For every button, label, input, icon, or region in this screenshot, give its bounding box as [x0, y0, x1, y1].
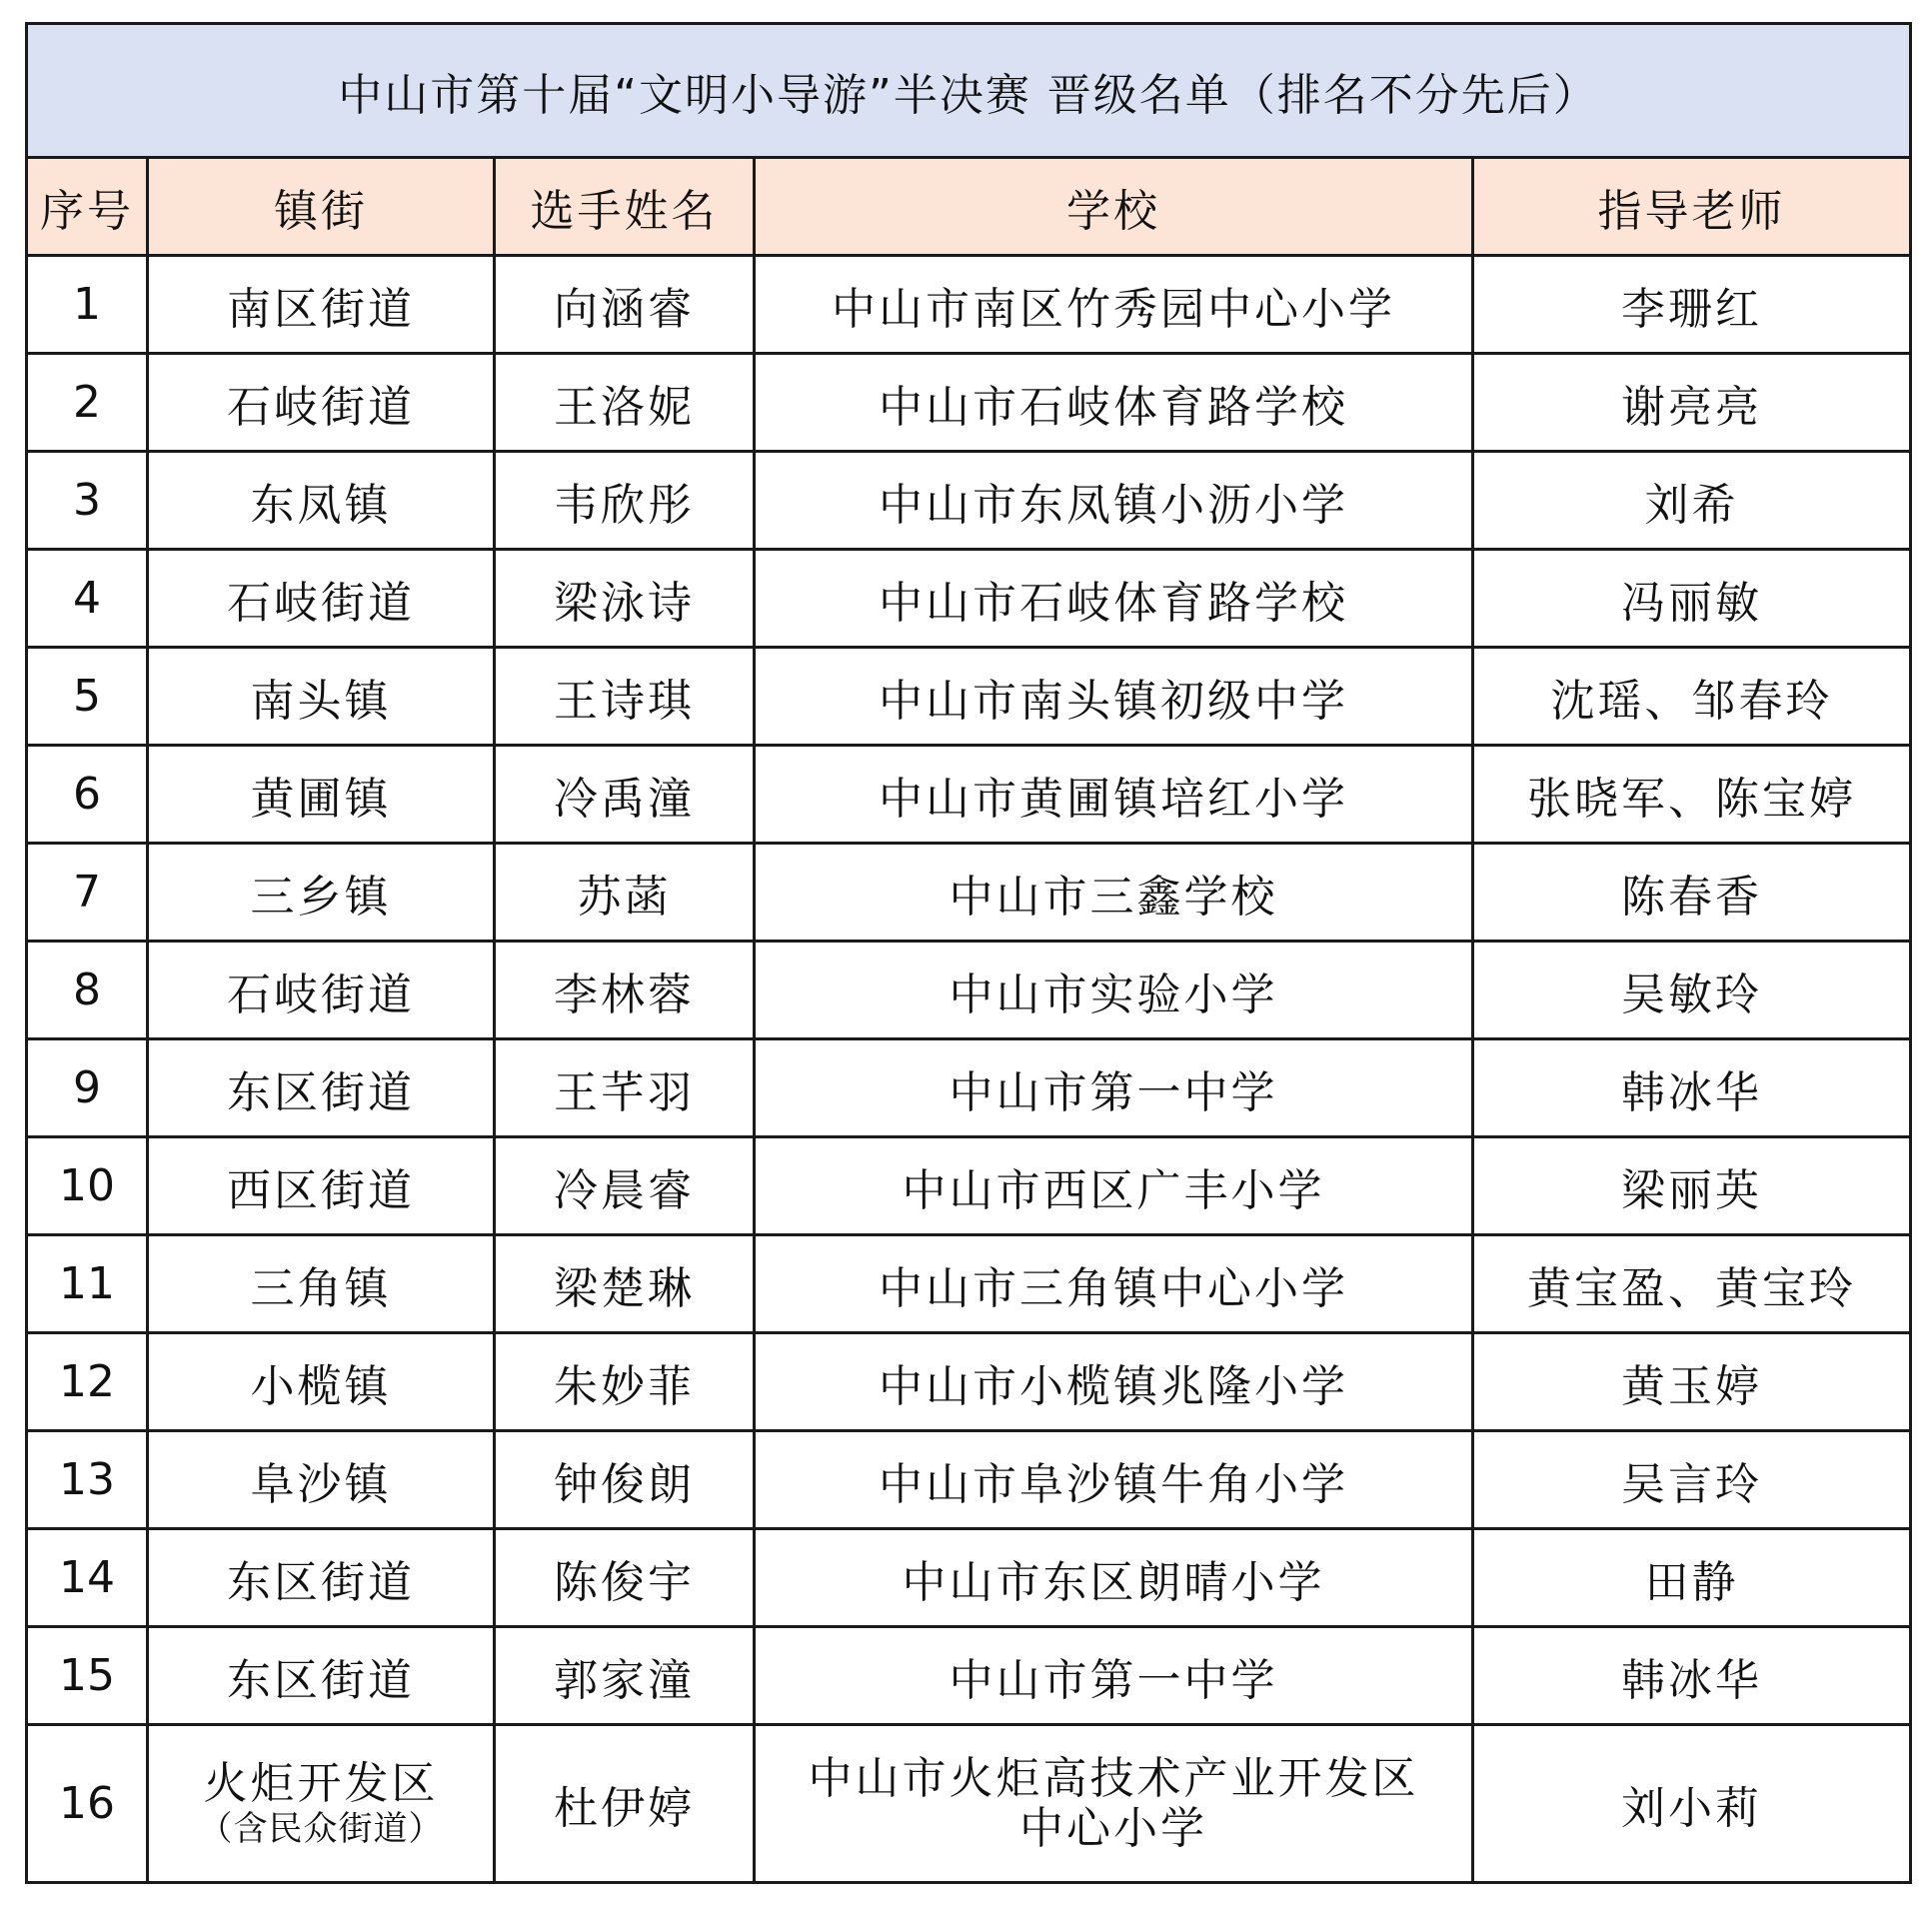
cell-teacher: 韩冰华 — [1473, 1627, 1911, 1725]
cell-teacher: 田静 — [1473, 1529, 1911, 1627]
table-row — [27, 354, 1911, 452]
cell-town: 黄圃镇 — [148, 746, 495, 844]
cell-name: 朱妙菲 — [495, 1333, 755, 1431]
table-row — [27, 1235, 1911, 1333]
cell-town: 南区街道 — [148, 256, 495, 354]
cell-name: 李林蓉 — [495, 942, 755, 1039]
cell-school: 中山市小榄镇兆隆小学 — [755, 1333, 1473, 1431]
cell-town: 石岐街道 — [148, 550, 495, 648]
table-row — [27, 1137, 1911, 1235]
cell-teacher: 黄宝盈、黄宝玲 — [1473, 1235, 1911, 1333]
cell-name: 陈俊宇 — [495, 1529, 755, 1627]
cell-index: 16 — [27, 1725, 148, 1883]
cell-name: 苏菡 — [495, 844, 755, 942]
cell-index: 12 — [27, 1333, 148, 1431]
cell-teacher: 谢亮亮 — [1473, 354, 1911, 452]
table-row — [27, 550, 1911, 648]
cell-teacher: 韩冰华 — [1473, 1039, 1911, 1137]
cell-index: 3 — [27, 452, 148, 550]
cell-town: 南头镇 — [148, 648, 495, 746]
cell-school: 中山市石岐体育路学校 — [755, 354, 1473, 452]
table-title: 中山市第十届“文明小导游”半决赛 晋级名单（排名不分先后） — [27, 24, 1911, 158]
cell-school — [755, 1725, 1473, 1883]
cell-town-main: 火炬开发区 — [203, 1757, 439, 1809]
cell-name: 冷晨睿 — [495, 1137, 755, 1235]
cell-town-sub: （含民众街道） — [198, 1808, 444, 1849]
cell-school: 中山市第一中学 — [755, 1039, 1473, 1137]
cell-school: 中山市南头镇初级中学 — [755, 648, 1473, 746]
cell-name: 向涵睿 — [495, 256, 755, 354]
cell-teacher: 梁丽英 — [1473, 1137, 1911, 1235]
cell-name: 王洛妮 — [495, 354, 755, 452]
cell-index: 11 — [27, 1235, 148, 1333]
table-row — [27, 1725, 1911, 1883]
cell-teacher: 沈瑶、邹春玲 — [1473, 648, 1911, 746]
cell-teacher: 黄玉婷 — [1473, 1333, 1911, 1431]
header-teacher: 指导老师 — [1473, 158, 1911, 256]
table-row — [27, 746, 1911, 844]
roster-table — [25, 22, 1912, 1884]
cell-school: 中山市实验小学 — [755, 942, 1473, 1039]
cell-town: 石岐街道 — [148, 354, 495, 452]
cell-teacher: 张晓军、陈宝婷 — [1473, 746, 1911, 844]
header-town: 镇街 — [148, 158, 495, 256]
header-index: 序号 — [27, 158, 148, 256]
cell-teacher: 冯丽敏 — [1473, 550, 1911, 648]
table-row — [27, 1039, 1911, 1137]
cell-town — [148, 1725, 495, 1883]
cell-index: 15 — [27, 1627, 148, 1725]
cell-index: 7 — [27, 844, 148, 942]
cell-school: 中山市东凤镇小沥小学 — [755, 452, 1473, 550]
cell-school-line2: 中心小学 — [1019, 1802, 1207, 1854]
cell-town: 东区街道 — [148, 1039, 495, 1137]
table-row — [27, 1333, 1911, 1431]
cell-school: 中山市西区广丰小学 — [755, 1137, 1473, 1235]
cell-name: 王芊羽 — [495, 1039, 755, 1137]
cell-index: 5 — [27, 648, 148, 746]
cell-teacher: 吴言玲 — [1473, 1431, 1911, 1529]
cell-teacher: 李珊红 — [1473, 256, 1911, 354]
cell-teacher: 吴敏玲 — [1473, 942, 1911, 1039]
cell-town: 东凤镇 — [148, 452, 495, 550]
cell-town: 东区街道 — [148, 1627, 495, 1725]
cell-name: 冷禹潼 — [495, 746, 755, 844]
cell-name: 梁楚琳 — [495, 1235, 755, 1333]
cell-index: 6 — [27, 746, 148, 844]
cell-index: 1 — [27, 256, 148, 354]
cell-name: 王诗琪 — [495, 648, 755, 746]
table-row — [27, 648, 1911, 746]
cell-school: 中山市石岐体育路学校 — [755, 550, 1473, 648]
cell-school: 中山市东区朗晴小学 — [755, 1529, 1473, 1627]
cell-index: 4 — [27, 550, 148, 648]
title-row — [27, 24, 1911, 158]
cell-index: 10 — [27, 1137, 148, 1235]
cell-town: 石岐街道 — [148, 942, 495, 1039]
table-row — [27, 256, 1911, 354]
cell-name: 韦欣彤 — [495, 452, 755, 550]
cell-school: 中山市阜沙镇牛角小学 — [755, 1431, 1473, 1529]
cell-town: 东区街道 — [148, 1529, 495, 1627]
cell-index: 13 — [27, 1431, 148, 1529]
cell-index: 14 — [27, 1529, 148, 1627]
cell-name: 郭家潼 — [495, 1627, 755, 1725]
cell-town: 小榄镇 — [148, 1333, 495, 1431]
cell-town: 阜沙镇 — [148, 1431, 495, 1529]
table-row — [27, 1529, 1911, 1627]
cell-school: 中山市南区竹秀园中心小学 — [755, 256, 1473, 354]
table-row — [27, 942, 1911, 1039]
cell-school-line1: 中山市火炬高技术产业开发区 — [808, 1752, 1419, 1804]
table-row — [27, 844, 1911, 942]
header-row — [27, 158, 1911, 256]
table-row — [27, 1627, 1911, 1725]
header-school: 学校 — [755, 158, 1473, 256]
header-name: 选手姓名 — [495, 158, 755, 256]
cell-school: 中山市黄圃镇培红小学 — [755, 746, 1473, 844]
cell-index: 2 — [27, 354, 148, 452]
roster-sheet — [25, 22, 1912, 1884]
cell-town: 三乡镇 — [148, 844, 495, 942]
cell-index: 8 — [27, 942, 148, 1039]
table-row — [27, 452, 1911, 550]
cell-school: 中山市三角镇中心小学 — [755, 1235, 1473, 1333]
cell-teacher: 刘希 — [1473, 452, 1911, 550]
cell-town: 三角镇 — [148, 1235, 495, 1333]
cell-name: 梁泳诗 — [495, 550, 755, 648]
cell-index: 9 — [27, 1039, 148, 1137]
cell-town: 西区街道 — [148, 1137, 495, 1235]
cell-teacher: 刘小莉 — [1473, 1725, 1911, 1883]
cell-school: 中山市三鑫学校 — [755, 844, 1473, 942]
cell-school: 中山市第一中学 — [755, 1627, 1473, 1725]
cell-name: 杜伊婷 — [495, 1725, 755, 1883]
cell-teacher: 陈春香 — [1473, 844, 1911, 942]
table-row — [27, 1431, 1911, 1529]
cell-name: 钟俊朗 — [495, 1431, 755, 1529]
